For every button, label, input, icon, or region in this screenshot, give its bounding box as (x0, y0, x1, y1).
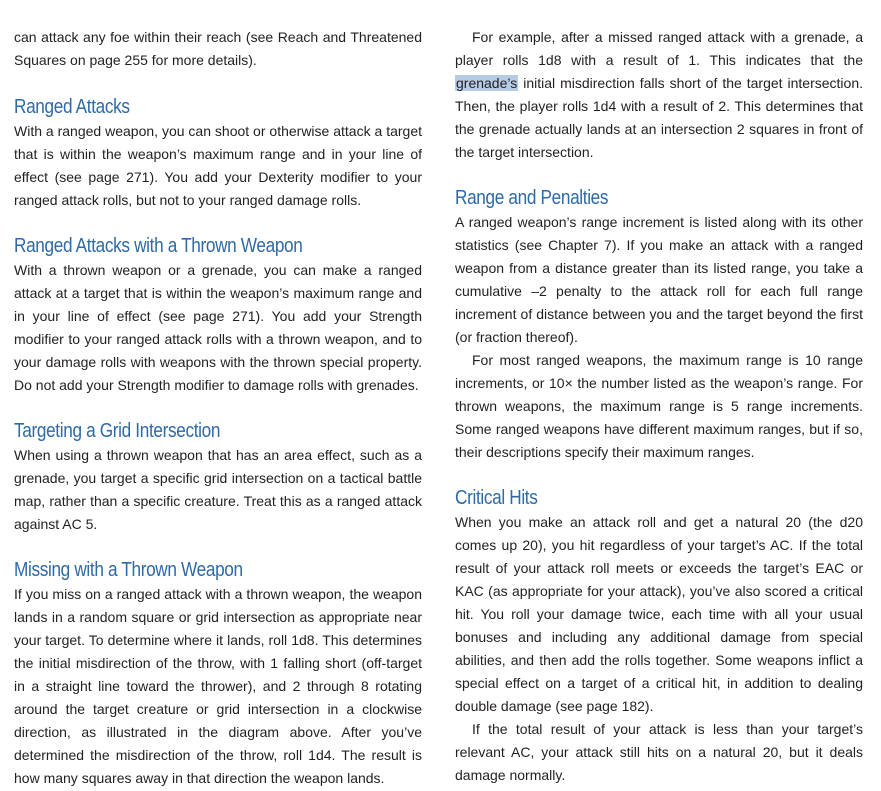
example-text-before: For example, after a missed ranged attack with a grenade, a player rolls 1d8 with a result of 1. This indicates that the (455, 29, 863, 68)
range-paragraph-2: For most ranged weapons, the maximum range is 10 range increments, or 10× the number listed as the weapon’s range. For thrown weapons, the maximum range is 5 range increments. Some ranged weapons have different maximum ranges, but if so, their descriptions specify their maximum ranges. (455, 352, 863, 460)
grid-intersection-paragraph: When using a thrown weapon that has an area effect, such as a grenade, you target a specific grid intersection on a tactical battle map, rather than a specific creature. Treat this as a ranged attack against AC 5. (14, 447, 422, 532)
right-column (455, 26, 863, 787)
critical-paragraph-2: If the total result of your attack is less than your target’s relevant AC, your attack still hits on a natural 20, but it deals damage normally. (455, 721, 863, 783)
heading-range-penalties: Range and Penalties (455, 187, 609, 209)
ranged-attacks-paragraph: With a ranged weapon, you can shoot or otherwise attack a target that is within the weapon’s maximum range and in your line of effect (see page 271). You add your Dexterity modifier to your ranged attack rolls, but not to your ranged damage rolls. (14, 123, 422, 208)
example-paragraph (455, 26, 863, 164)
heading-critical-hits: Critical Hits (455, 487, 538, 509)
intro-paragraph: can attack any foe within their reach (see Reach and Threatened Squares on page 255 for more details). (14, 29, 422, 68)
example-text-after: initial misdirection falls short of the target intersection. Then, the player rolls 1d4 with a result of 2. This determines that the grenade actually lands at an intersection 2 squares in front of the target intersection. (455, 75, 863, 160)
heading-grid-intersection: Targeting a Grid Intersection (14, 420, 221, 442)
missing-thrown-paragraph: If you miss on a ranged attack with a thrown weapon, the weapon lands in a random square or grid intersection as appropriate near your target. To determine where it lands, roll 1d8. This determines the initial misdirection of the throw, with 1 falling short (off-target in a straight line toward the thrower), and 2 through 8 rotating around the target creature or grid intersection in a clockwise direction, as illustrated in the diagram above. After you’ve determined the misdirection of the throw, roll 1d4. The result is how many squares away in that direction the weapon lands. (14, 586, 422, 786)
thrown-weapon-paragraph: With a thrown weapon or a grenade, you can make a ranged attack at a target that is within the weapon’s maximum range and in your line of effect (see page 271). You add your Strength modifier to your ranged attack rolls with a thrown weapon, and to your damage rolls with weapons with the thrown special property. Do not add your Strength modifier to damage rolls with grenades. (14, 262, 422, 393)
range-paragraph-1: A ranged weapon’s range increment is listed along with its other statistics (see Chapter 7). If you make an attack with a ranged weapon from a distance greater than its listed range, you take a cumulative –2 penalty to the attack roll for each full range increment of distance between you and the target beyond the first (or fraction thereof). (455, 214, 863, 345)
heading-ranged-attacks: Ranged Attacks (14, 96, 130, 118)
left-column (14, 26, 422, 790)
critical-paragraph-1: When you make an attack roll and get a natural 20 (the d20 comes up 20), you hit regardless of your target’s AC. If the total result of your attack roll meets or exceeds the target’s EAC or KAC (as appropriate for your attack), you’ve also scored a critical hit. You roll your damage twice, each time with all your usual bonuses and including any additional damage from special abilities, and then add the rolls together. Some weapons inflict a special effect on a target of a critical hit, in addition to dealing double damage (see page 182). (455, 514, 863, 714)
selected-text-highlight[interactable]: grenade’s (456, 75, 518, 91)
heading-thrown-weapon: Ranged Attacks with a Thrown Weapon (14, 235, 303, 257)
heading-missing-thrown: Missing with a Thrown Weapon (14, 559, 243, 581)
